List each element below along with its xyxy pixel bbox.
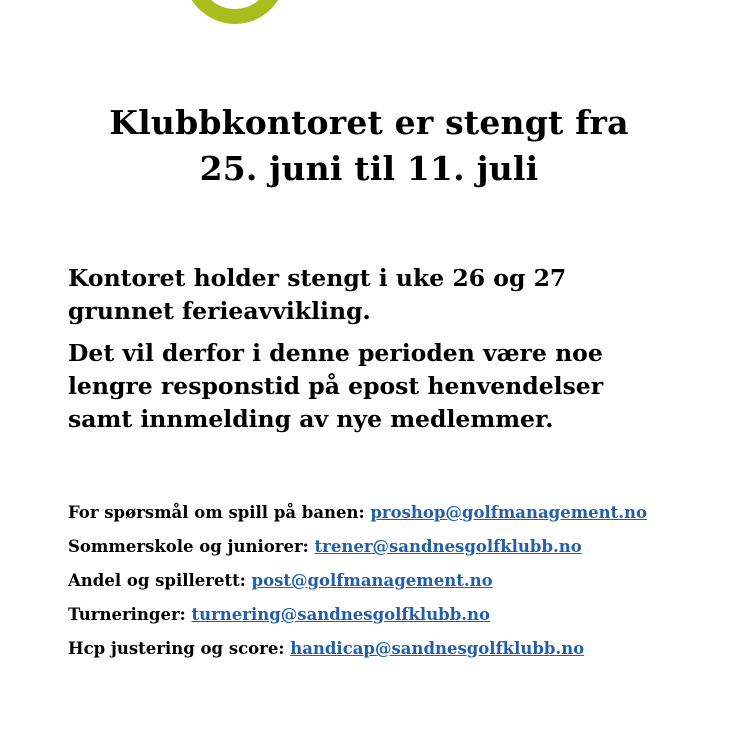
notice-paragraph-2-line-2: lengre responstid på epost henvendelser xyxy=(68,372,604,400)
contact-label: Hcp justering og score: xyxy=(68,639,285,658)
notice-paragraph-1-line-2: grunnet ferieavvikling. xyxy=(68,297,371,325)
contact-row-proshop xyxy=(68,496,728,530)
notice-paragraph-2-line-3: samt innmelding av nye medlemmer. xyxy=(68,405,554,433)
contact-row-trener xyxy=(68,530,728,564)
title-line-1: Klubbkontoret er stengt fra xyxy=(109,103,629,142)
contact-label: Andel og spillerett: xyxy=(68,571,246,590)
contact-label: Sommerskole og juniorer: xyxy=(68,537,309,556)
club-logo-ring-icon xyxy=(184,0,286,24)
notice-paragraph-2 xyxy=(68,337,708,436)
contact-row-turnering xyxy=(68,598,728,632)
contact-row-post xyxy=(68,564,728,598)
contact-label: Turneringer: xyxy=(68,605,186,624)
notice-body xyxy=(68,262,708,436)
email-link-proshop[interactable]: proshop@golfmanagement.no xyxy=(370,503,648,522)
email-link-turnering[interactable]: turnering@sandnesgolfklubb.no xyxy=(191,605,491,624)
title-line-2: 25. juni til 11. juli xyxy=(199,149,539,188)
contact-label: For spørsmål om spill på banen: xyxy=(68,503,365,522)
notice-paragraph-1-line-1: Kontoret holder stengt i uke 26 og 27 xyxy=(68,264,567,292)
contact-list xyxy=(68,496,728,666)
notice-paragraph-2-line-1: Det vil derfor i denne perioden være noe xyxy=(68,339,603,367)
page-title xyxy=(0,100,738,192)
contact-row-handicap xyxy=(68,632,728,666)
notice-paragraph-1 xyxy=(68,262,708,328)
email-link-trener[interactable]: trener@sandnesgolfklubb.no xyxy=(314,537,582,556)
email-link-handicap[interactable]: handicap@sandnesgolfklubb.no xyxy=(290,639,585,658)
email-link-post[interactable]: post@golfmanagement.no xyxy=(251,571,493,590)
